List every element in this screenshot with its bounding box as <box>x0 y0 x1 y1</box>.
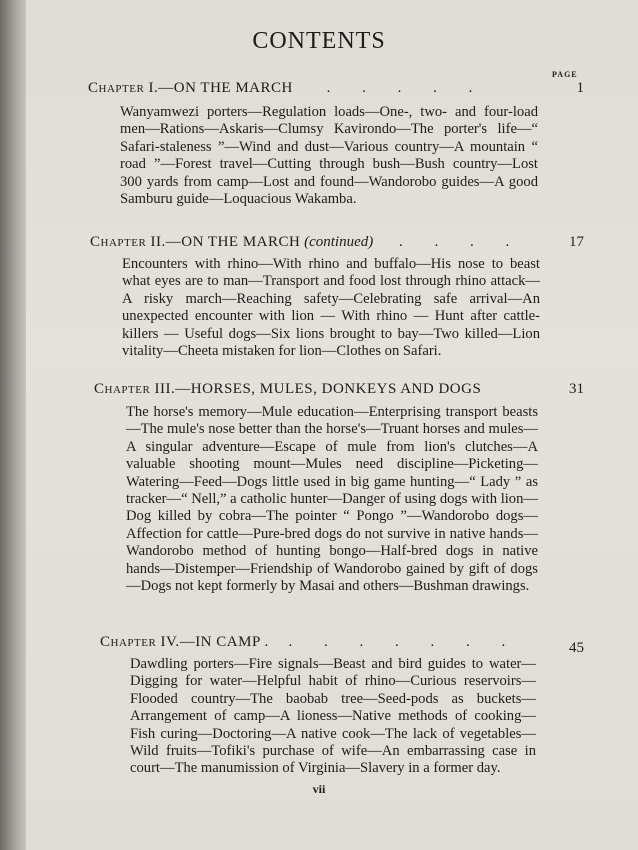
chapter-title: —ON THE MARCH <box>158 80 293 96</box>
chapter-heading <box>100 634 519 651</box>
chapter-page-number: 1 <box>576 80 584 96</box>
dot-leader: . . . . . . . <box>288 634 520 650</box>
chapter-title: —ON THE MARCH <box>165 234 301 250</box>
chapter-label: Chapter I. <box>88 80 159 96</box>
chapter-page-number: 17 <box>569 234 584 250</box>
chapter-heading <box>94 381 481 398</box>
chapter-description: The horse's memory—Mule education—Enterprising transport beasts—The mule's nose better than the horse's—Truant horses and mules—A singular adventure—Escape of mule from lion's clutches—A valuable shooting mount—Mules need discipline—Picketing—Watering—Feed—Dogs little used in big game hunting—“ Lady ” as tracker—“ Nell,” a catholic hunter—Danger of using dogs with lion—Dog killed by cobra—The pointer “ Pongo ”—Wandorobo dogs—Affection for cattle—Pure-bred dogs do not survive in native hands—Wandorobo method of hunting bongo—Half-bred dogs in native hands—Distemper—Friendship of Wandorobo gained by gift of dogs—Dogs not kept formerly by Masai and others—Bushman drawings. <box>126 404 538 595</box>
chapter-page-number: 45 <box>569 640 584 656</box>
dot-leader: . . . . . <box>326 80 487 96</box>
dot-leader: . . . . <box>399 234 524 250</box>
page-folio: vii <box>312 782 326 796</box>
chapter-heading <box>88 80 486 97</box>
chapter-heading <box>90 234 523 251</box>
chapter-label: Chapter IV. <box>100 634 180 650</box>
page-title: CONTENTS <box>252 28 386 54</box>
chapter-title: —HORSES, MULES, DONKEYS AND DOGS <box>175 381 482 397</box>
book-gutter-shadow <box>0 0 26 850</box>
chapter-continued: (continued) <box>304 234 374 250</box>
chapter-page-number: 31 <box>569 381 584 397</box>
chapter-label: Chapter III. <box>94 381 176 397</box>
chapter-description: Wanyamwezi porters—Regulation loads—One-, two- and four-load men—Rations—Askaris—Clumsy Kavirondo—The porter's life—“ Safari-staleness ”—Wind and dust—Various country—A mountain “ road ”—Forest travel—Cutting through bush—Bush country—Lost 300 yards from camp—Lost and found—Wandorobo guides—A good Samburu guide—Loquacious Wakamba. <box>120 104 538 208</box>
chapter-label: Chapter II. <box>90 234 166 250</box>
chapter-title: —IN CAMP . <box>179 634 269 650</box>
chapter-description: Encounters with rhino—With rhino and buffalo—His nose to beast what eyes are to man—Transport and food lost through rhino attack—A risky march—Reaching safety—Celebrating safe arrival—An unexpected encounter with lion — With rhino — Hunt after cattle-killers — Useful dogs—Six lions brought to bay—Two killed—Lion vitality—Cheeta mistaken for lion—Clothes on Safari. <box>122 256 540 360</box>
page-column-label: PAGE <box>552 70 578 79</box>
chapter-description: Dawdling porters—Fire signals—Beast and bird guides to water—Digging for water—Helpful habit of rhino—Curious reservoirs—Flooded country—The baobab tree—Seed-pods as buckets—Arrangement of camp—A lioness—Native methods of cooking—Fish curing—Doctoring—A native cook—The lack of vegetables—Wild fruits—Tofiki's purchase of wife—An embarrassing case in court—The manumission of Virginia—Slavery in a former day. <box>130 656 536 777</box>
